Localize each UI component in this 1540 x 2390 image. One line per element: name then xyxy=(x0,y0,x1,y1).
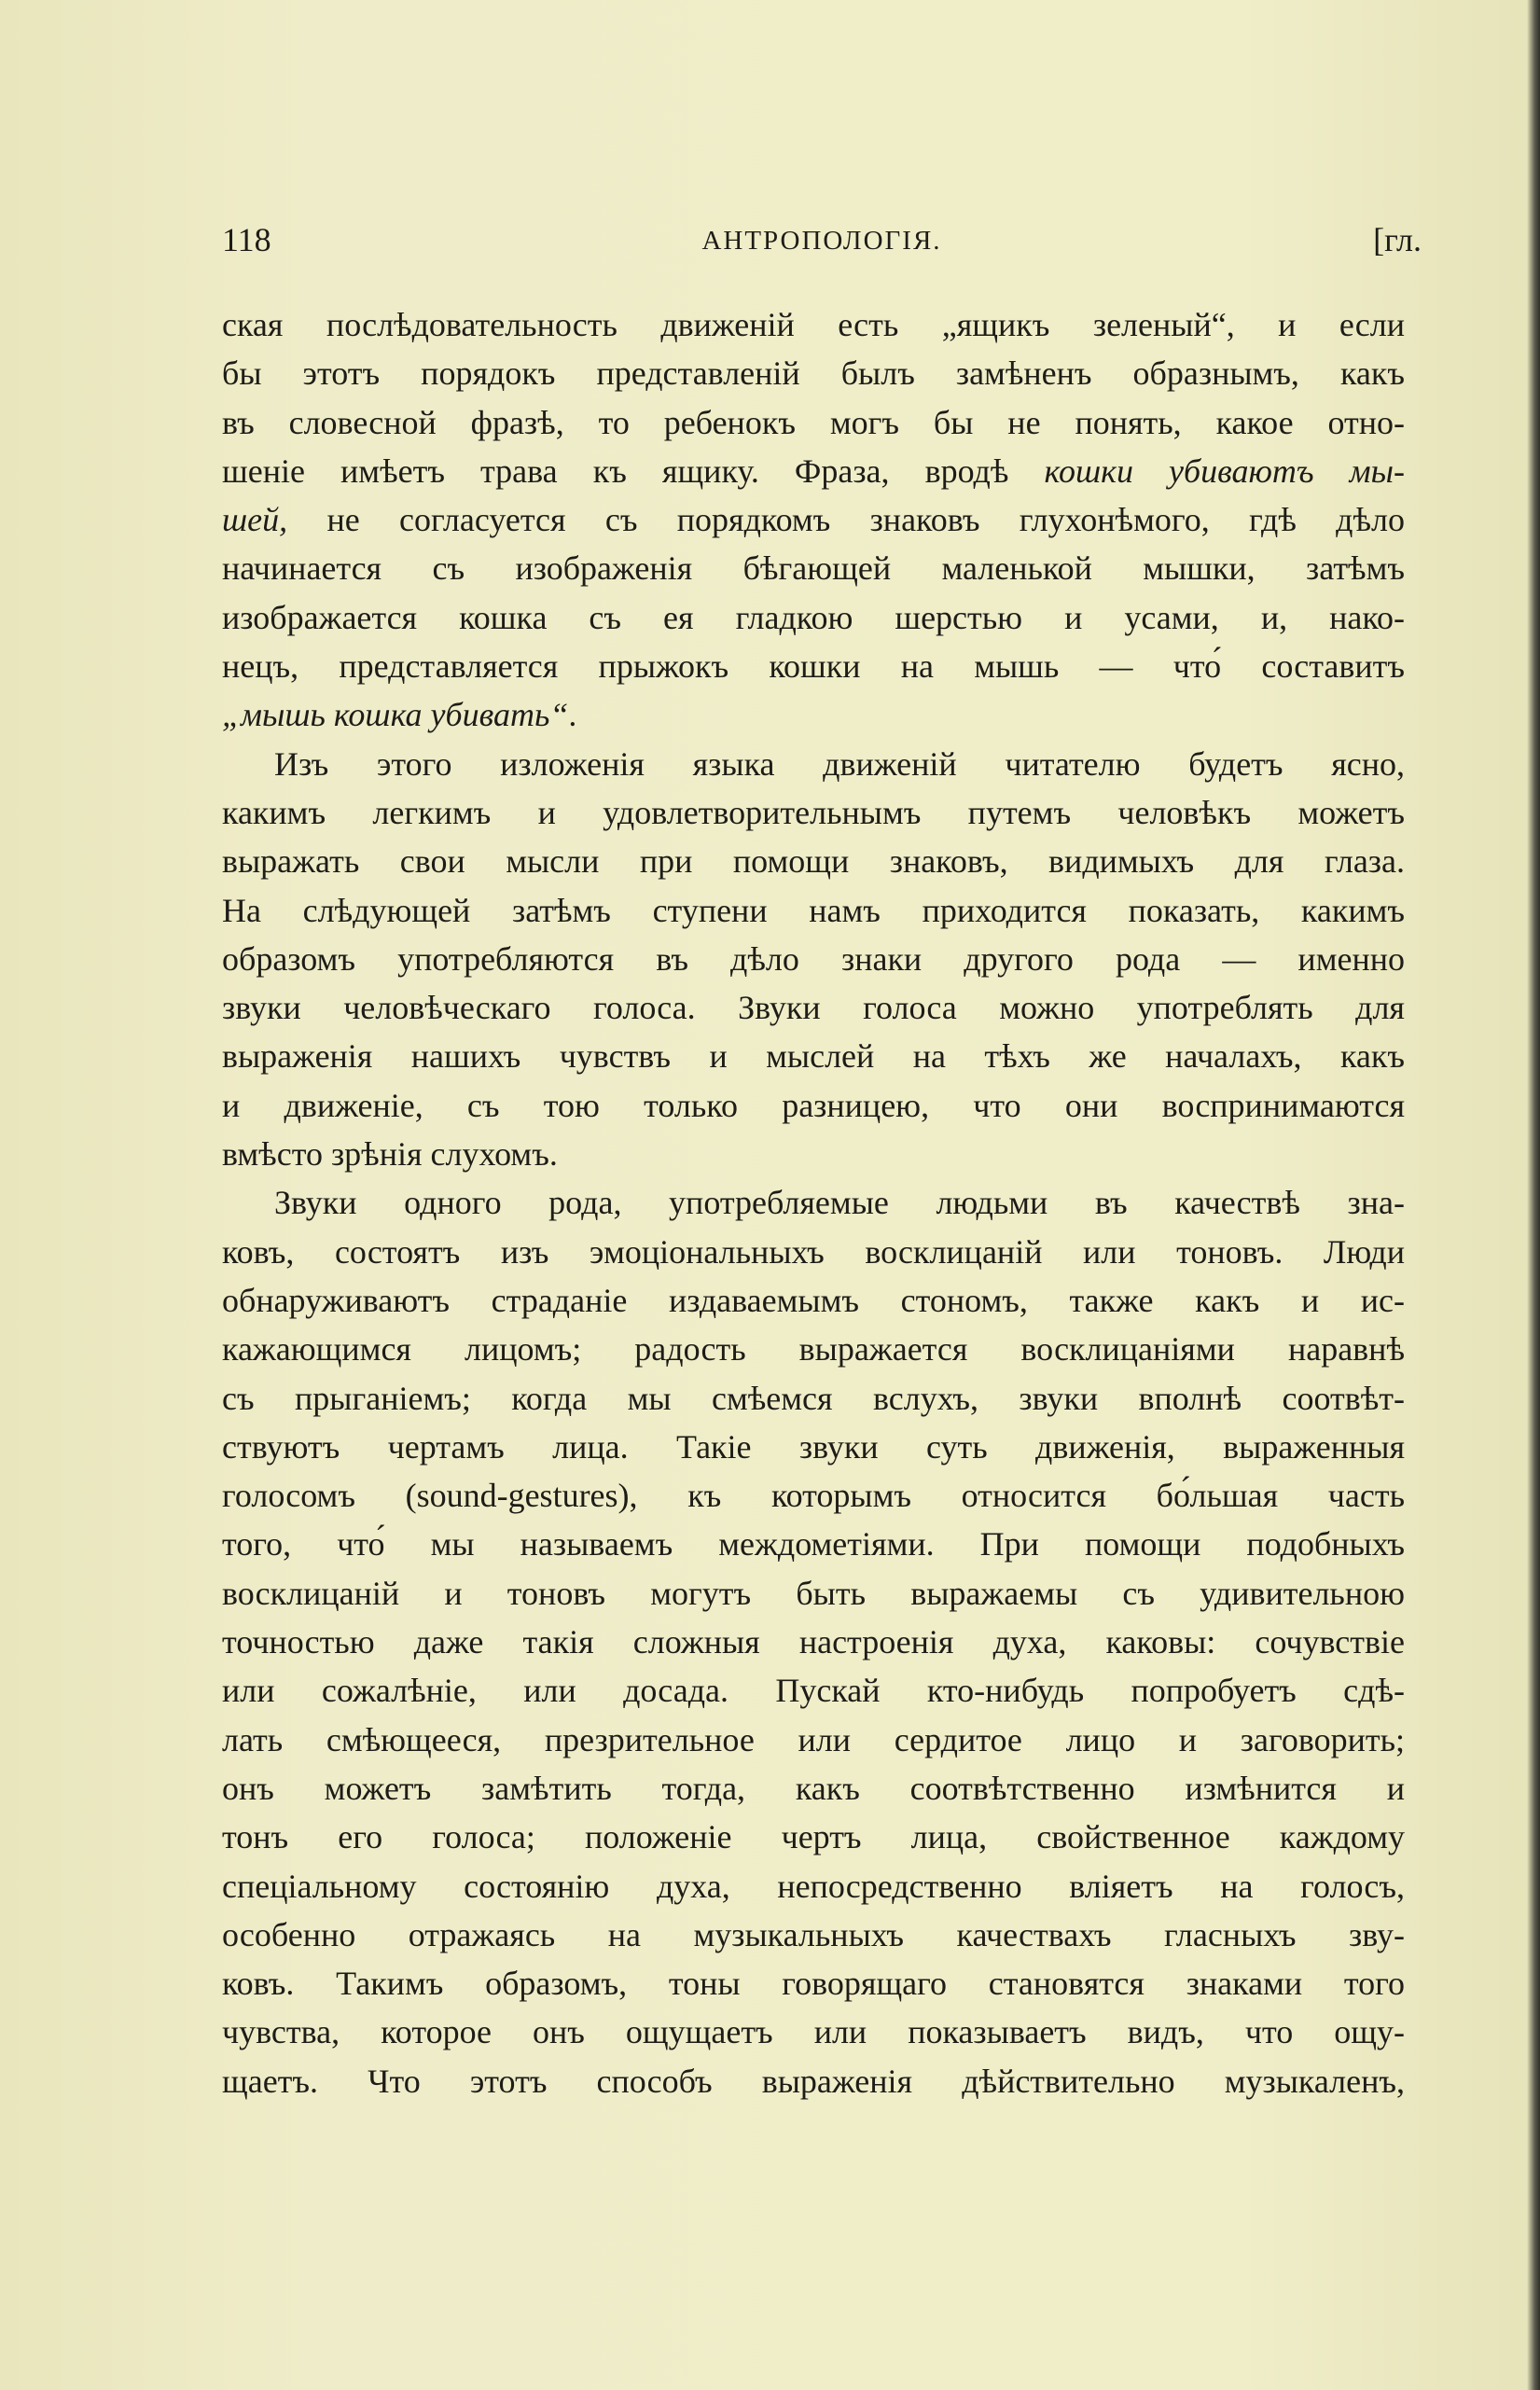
italic-text: „мышь кошка убивать“ xyxy=(222,696,569,734)
text-line xyxy=(222,1276,1405,1325)
text-line xyxy=(222,935,1405,983)
text-run: точностью даже такія сложныя настроенія духа, каковы: сочувствіе xyxy=(222,1623,1405,1661)
text-line xyxy=(222,1862,1405,1911)
text-run: съ прыганіемъ; когда мы смѣемся вслухъ, звуки вполнѣ соотвѣт- xyxy=(222,1379,1405,1417)
text-line xyxy=(222,1813,1405,1861)
text-run: . xyxy=(568,696,577,734)
text-line xyxy=(222,1178,1405,1227)
text-run: звуки человѣческаго голоса. Звуки голоса можно употреблять для xyxy=(222,989,1405,1027)
text-run: голосомъ (sound-gestures), къ которымъ относится бо́льшая часть xyxy=(222,1477,1405,1515)
text-line xyxy=(222,398,1405,447)
text-line xyxy=(222,740,1405,788)
text-line xyxy=(222,1032,1405,1080)
text-line xyxy=(222,1228,1405,1276)
running-title: АНТРОПОЛОГІЯ. xyxy=(701,226,942,256)
text-line xyxy=(222,788,1405,837)
text-line xyxy=(222,1374,1405,1423)
text-run: шеніе имѣетъ трава къ ящику. Фраза, вродѣ xyxy=(222,452,1045,490)
page-text xyxy=(222,300,1405,2105)
page-edge-shadow xyxy=(1527,0,1540,2390)
text-run: въ словесной фразѣ, то ребенокъ могъ бы не понять, какое отно- xyxy=(222,403,1405,441)
text-line xyxy=(222,1618,1405,1666)
text-run: На слѣдующей затѣмъ ступени намъ приходится показать, какимъ xyxy=(222,891,1405,929)
text-line xyxy=(222,300,1405,349)
text-run: Изъ этого изложенія языка движеній читателю будетъ ясно, xyxy=(274,744,1405,783)
text-line xyxy=(222,1325,1405,1373)
text-run: или сожалѣніе, или досада. Пускай кто-нибудь попробуетъ сдѣ- xyxy=(222,1672,1405,1710)
text-run: не согласуется съ порядкомъ знаковъ глухонѣмого, гдѣ дѣло xyxy=(287,501,1405,539)
text-run: бы этотъ порядокъ представленій былъ замѣненъ образнымъ, какъ xyxy=(222,354,1405,393)
page-header xyxy=(222,220,1422,272)
text-line xyxy=(222,1130,1405,1178)
text-line xyxy=(222,1569,1405,1618)
text-run: ковъ, состоятъ изъ эмоціональныхъ восклицаній или тоновъ. Люди xyxy=(222,1232,1405,1271)
text-run: и движеніе, съ тою только разницею, что они воспринимаются xyxy=(222,1086,1405,1124)
italic-text: шей, xyxy=(222,501,288,539)
text-run: вмѣсто зрѣнія слухомъ. xyxy=(222,1135,558,1174)
text-line xyxy=(222,1716,1405,1764)
text-line xyxy=(222,1666,1405,1715)
text-run: изображается кошка съ ея гладкою шерстью и усами, и, нако- xyxy=(222,598,1405,636)
text-line xyxy=(222,1423,1405,1471)
text-run: начинается съ изображенія бѣгающей маленькой мышки, затѣмъ xyxy=(222,549,1405,588)
text-run: ская послѣдовательность движеній есть „ящикъ зеленый“, и если xyxy=(222,306,1405,343)
text-line xyxy=(222,544,1405,592)
text-line xyxy=(222,1081,1405,1130)
text-run: восклицаній и тоновъ могутъ быть выражаемы съ удивительною xyxy=(222,1574,1405,1612)
text-line xyxy=(222,495,1405,544)
text-line xyxy=(222,447,1405,495)
text-line xyxy=(222,837,1405,885)
italic-text: кошки убиваютъ мы- xyxy=(1044,452,1406,490)
text-run: выражать свои мысли при помощи знаковъ, видимыхъ для глаза. xyxy=(222,842,1405,881)
text-run: щаетъ. Что этотъ способъ выраженія дѣйствительно музыкаленъ, xyxy=(222,2062,1405,2100)
page-number: 118 xyxy=(222,221,271,258)
text-run: спеціальному состоянію духа, непосредственно вліяетъ на голосъ, xyxy=(222,1867,1405,1905)
text-line xyxy=(222,593,1405,642)
text-run: того, что́ мы называемъ междометіями. При помощи подобныхъ xyxy=(222,1525,1405,1563)
text-run: образомъ употребляются въ дѣло знаки другого рода — именно xyxy=(222,939,1405,978)
text-line xyxy=(222,1520,1405,1568)
text-run: особенно отражаясь на музыкальныхъ качествахъ гласныхъ зву- xyxy=(222,1915,1405,1953)
text-line xyxy=(222,1764,1405,1813)
text-line xyxy=(222,1911,1405,1959)
chapter-mark: [гл. xyxy=(1373,221,1422,258)
text-line xyxy=(222,1471,1405,1520)
text-run: чувства, которое онъ ощущаетъ или показываетъ видъ, что ощу- xyxy=(222,2013,1405,2051)
text-run: выраженія нашихъ чувствъ и мыслей на тѣхъ же началахъ, какъ xyxy=(222,1037,1405,1076)
text-line xyxy=(222,983,1405,1032)
text-line xyxy=(222,2008,1405,2056)
text-line xyxy=(222,886,1405,935)
text-line xyxy=(222,2057,1405,2105)
text-run: Звуки одного рода, употребляемые людьми въ качествѣ зна- xyxy=(274,1184,1405,1222)
text-run: лать смѣющееся, презрительное или сердитое лицо и заговорить; xyxy=(222,1720,1405,1758)
text-run: какимъ легкимъ и удовлетворительнымъ путемъ человѣкъ можетъ xyxy=(222,793,1405,831)
text-line xyxy=(222,642,1405,690)
text-run: кажающимся лицомъ; радость выражается восклицаніями наравнѣ xyxy=(222,1330,1405,1369)
text-run: нецъ, представляется прыжокъ кошки на мышь — что́ составитъ xyxy=(222,647,1405,686)
text-run: тонъ его голоса; положеніе чертъ лица, свойственное каждому xyxy=(222,1818,1405,1856)
text-line xyxy=(222,349,1405,397)
text-line xyxy=(222,1959,1405,2008)
text-run: ковъ. Такимъ образомъ, тоны говорящаго становятся знаками того xyxy=(222,1965,1405,2003)
text-run: ствуютъ чертамъ лица. Такіе звуки суть движенія, выраженныя xyxy=(222,1427,1405,1466)
text-run: обнаруживаютъ страданіе издаваемымъ стономъ, также какъ и ис- xyxy=(222,1281,1405,1319)
text-run: онъ можетъ замѣтить тогда, какъ соотвѣтственно измѣнится и xyxy=(222,1769,1405,1807)
text-line xyxy=(222,690,1405,739)
